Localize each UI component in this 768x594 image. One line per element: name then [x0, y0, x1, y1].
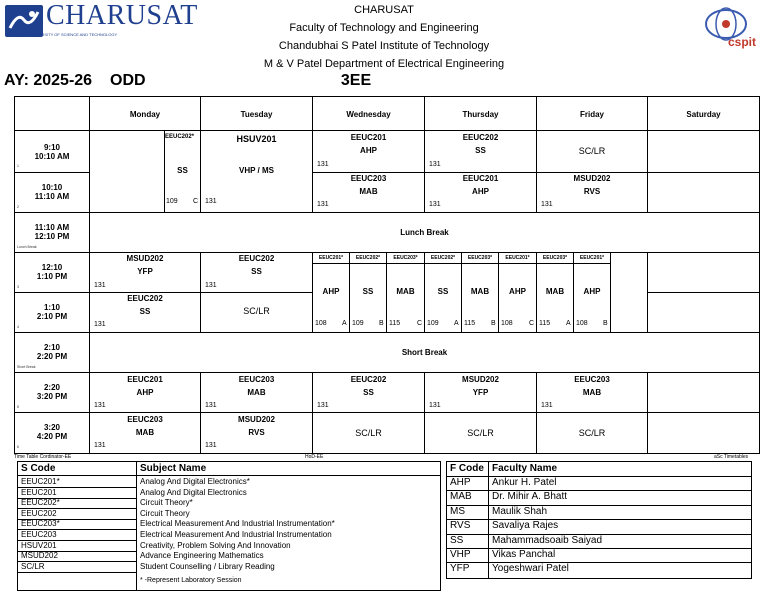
thu2-faculty: AHP — [472, 187, 489, 196]
faculty-name: Maulik Shah — [492, 505, 548, 517]
subject-code: EEUC202 — [21, 508, 57, 518]
lab-code: EEUC201* — [318, 255, 344, 261]
tue3-code: EEUC202 — [238, 254, 275, 263]
lab-faculty: MAB — [470, 287, 490, 296]
wed2-faculty: MAB — [359, 187, 378, 196]
day-header-saturday: Saturday — [686, 110, 721, 119]
tue1-faculty: VHP / MS — [239, 166, 274, 175]
fri2-faculty: RVS — [583, 187, 601, 196]
mon6-faculty: MAB — [135, 428, 155, 437]
thu1-code: EEUC202 — [462, 133, 499, 142]
faculty-name: Savaliya Rajes — [492, 520, 559, 532]
faculty-name-header: Faculty Name — [492, 463, 558, 474]
mon-lab-room: 109 — [166, 198, 178, 205]
subject-code: SC/LR — [21, 561, 45, 571]
tue6-room: 131 — [205, 442, 217, 449]
thu2-code: EEUC201 — [462, 174, 499, 183]
subject-code-header: S Code — [21, 463, 56, 474]
lab-faculty: SS — [437, 287, 449, 296]
logo-tagline: CHAROTAR UNIVERSITY OF SCIENCE AND TECHNOLOGY — [6, 32, 118, 37]
subject-name: Analog And Digital Electronics — [140, 487, 247, 497]
tue3-room: 131 — [205, 282, 217, 289]
lab-batch: C — [529, 320, 535, 327]
period-number: 6 — [17, 445, 19, 449]
tue1-room: 131 — [205, 198, 217, 205]
cspit-logo-text: cspit — [728, 35, 757, 49]
lab-faculty: MAB — [396, 287, 415, 296]
wed1-room: 131 — [317, 161, 329, 168]
lab-room: 115 — [539, 320, 551, 327]
mon4-code: EEUC202 — [127, 294, 163, 303]
wed2-code: EEUC203 — [350, 174, 387, 183]
logo-wordmark: CHARUSAT — [46, 0, 198, 31]
mon6-room: 131 — [94, 442, 106, 449]
lab-room: 108 — [501, 320, 513, 327]
mon3-room: 131 — [94, 282, 106, 289]
fri5-room: 131 — [541, 402, 553, 409]
time-slot-2: 10:10 11:10 AM — [34, 183, 70, 201]
university-name: CHARUSAT — [354, 4, 414, 16]
faculty-code: MS — [450, 505, 465, 517]
period-number: 1 — [17, 164, 19, 168]
time-slot-lunch: 11:10 AM 12:10 PM — [34, 223, 70, 241]
tue5-room: 131 — [205, 402, 217, 409]
lab-room: 115 — [389, 320, 401, 327]
faculty-name: Faculty of Technology and Engineering — [289, 22, 479, 34]
thu1-faculty: SS — [475, 146, 486, 155]
tue3-faculty: SS — [251, 267, 262, 276]
lab-faculty: AHP — [322, 287, 340, 296]
lab-faculty: MAB — [545, 287, 565, 296]
faculty-code: AHP — [450, 477, 471, 488]
lab-session-note: * -Represent Laboratory Session — [140, 577, 242, 584]
fri2-code: MSUD202 — [573, 174, 611, 183]
lab-batch: A — [566, 320, 571, 327]
day-header-friday: Friday — [579, 110, 604, 119]
footer-asc: aSc Timetables — [714, 454, 749, 460]
wed1-code: EEUC201 — [350, 133, 387, 142]
mon3-faculty: YFP — [137, 267, 153, 276]
lab-batch: C — [417, 320, 423, 327]
lab-faculty: SS — [362, 287, 374, 296]
faculty-code: MAB — [450, 491, 472, 503]
lab-room: 115 — [464, 320, 476, 327]
department-name: M & V Patel Department of Electrical Engineering — [263, 58, 505, 70]
lab-room: 108 — [576, 320, 588, 327]
lab-batch: B — [379, 320, 384, 327]
lab-code: EEUC203* — [393, 255, 418, 261]
subject-code: HSUV201 — [21, 540, 57, 550]
faculty-code: SS — [450, 534, 464, 546]
thu1-room: 131 — [429, 161, 441, 168]
fri5-code: EEUC203 — [574, 375, 610, 384]
lab-room: 108 — [315, 320, 327, 327]
period-label: Short Break — [17, 365, 36, 369]
period-number: 2 — [17, 205, 19, 209]
day-header-tuesday: Tuesday — [240, 110, 273, 119]
lunch-break-row: Lunch Break — [400, 228, 449, 237]
mon-lab-code: EEUC202* — [165, 134, 195, 140]
subject-code: MSUD202 — [21, 551, 58, 561]
time-slot-6: 3:20 4:20 PM — [36, 423, 68, 441]
lab-faculty: AHP — [509, 287, 526, 296]
mon5-room: 131 — [94, 402, 106, 409]
faculty-name: Yogeshwari Patel — [492, 563, 569, 575]
subject-name: Electrical Measurement And Industrial Instrumentation* — [140, 519, 335, 529]
faculty-code: YFP — [450, 563, 470, 575]
tue6-code: MSUD202 — [238, 415, 275, 424]
faculty-code-header: F Code — [450, 463, 484, 474]
thu5-faculty: YFP — [472, 388, 489, 397]
semester: ODD — [110, 72, 146, 89]
lab-room: 109 — [352, 320, 364, 327]
subject-code: EEUC202* — [21, 498, 60, 508]
mon4-room: 131 — [94, 321, 106, 328]
wed1-faculty: AHP — [360, 146, 377, 155]
mon5-faculty: AHP — [136, 388, 154, 397]
day-header-monday: Monday — [129, 110, 161, 119]
lab-batch: A — [454, 320, 459, 327]
mon6-code: EEUC203 — [127, 415, 163, 424]
footer-coordinator: Time Table Cordinator-EE — [14, 454, 72, 460]
subject-name: Circuit Theory* — [140, 498, 193, 508]
faculty-legend-table — [446, 461, 752, 579]
time-slot-3: 12:10 1:10 PM — [36, 263, 68, 281]
lab-batch: B — [491, 320, 496, 327]
subject-code: EEUC203 — [21, 530, 57, 539]
lab-code: EEUC202* — [355, 255, 381, 261]
faculty-name: Vikas Panchal — [492, 549, 556, 560]
faculty-code: RVS — [450, 520, 471, 532]
academic-year: AY: 2025-26 — [4, 72, 93, 89]
mon5-code: EEUC201 — [127, 375, 163, 384]
thu5-room: 131 — [429, 402, 441, 409]
class-name: 3EE — [340, 72, 372, 89]
subject-code: EEUC201* — [21, 477, 60, 486]
fri6-sclr: SC/LR — [578, 428, 606, 438]
subject-name: Circuit Theory — [140, 508, 190, 518]
tue6-faculty: RVS — [248, 428, 265, 437]
time-slot-1: 9:10 10:10 AM — [34, 143, 70, 161]
lab-code: EEUC202* — [430, 255, 456, 261]
subject-name: Student Counselling / Library Reading — [140, 561, 275, 571]
subject-name: Electrical Measurement And Industrial Instrumentation — [140, 530, 332, 539]
faculty-name: Dr. Mihir A. Bhatt — [492, 491, 568, 503]
mon-lab-batch: C — [193, 198, 199, 205]
tue1-code: HSUV201 — [236, 134, 277, 144]
wed5-code: EEUC202 — [350, 375, 387, 384]
lab-code: EEUC201* — [579, 255, 605, 261]
thu5-code: MSUD202 — [462, 375, 499, 384]
subject-code: EEUC201 — [21, 487, 57, 497]
subject-name: Analog And Digital Electronics* — [140, 477, 250, 486]
subject-name: Advance Engineering Mathematics — [140, 551, 264, 561]
thu6-sclr: SC/LR — [467, 428, 494, 438]
wed6-sclr: SC/LR — [355, 428, 382, 438]
day-header-thursday: Thursday — [462, 110, 499, 119]
faculty-name: Mahammadsoaib Saiyad — [492, 534, 603, 546]
period-label: Lunch Break — [17, 245, 37, 249]
period-number: 3 — [17, 285, 19, 289]
lab-batch: A — [342, 320, 347, 327]
fri5-faculty: MAB — [582, 388, 602, 397]
subject-row-divider — [18, 572, 136, 573]
lab-room: 109 — [427, 320, 439, 327]
institute-name: Chandubhai S Patel Institute of Technology — [278, 40, 490, 52]
tue5-code: EEUC203 — [238, 375, 275, 384]
faculty-name: Ankur H. Patel — [492, 477, 557, 488]
period-number: 5 — [17, 405, 19, 409]
period-number: 4 — [17, 325, 19, 329]
footer-hod: HoD-EE — [305, 454, 324, 460]
lab-code: EEUC203* — [467, 255, 493, 261]
time-slot-4: 1:10 2:10 PM — [36, 303, 68, 321]
short-break-row: Short Break — [401, 348, 448, 357]
tue5-faculty: MAB — [247, 388, 266, 397]
time-slot-5: 2:20 3:20 PM — [36, 383, 68, 401]
subject-code: EEUC203* — [21, 519, 60, 529]
subject-legend-table — [17, 461, 441, 591]
thu2-room: 131 — [429, 201, 441, 208]
mon-lab-faculty: SS — [177, 166, 188, 175]
lab-code: EEUC201* — [505, 255, 530, 261]
subject-name: Creativity, Problem Solving And Innovation — [140, 540, 291, 550]
tue4-sclr: SC/LR — [243, 306, 270, 316]
mon4-faculty: SS — [139, 307, 151, 316]
mon3-code: MSUD202 — [126, 254, 164, 263]
wed5-faculty: SS — [363, 388, 374, 397]
wed5-room: 131 — [317, 402, 329, 409]
fri2-room: 131 — [541, 201, 553, 208]
wed2-room: 131 — [317, 201, 329, 208]
lab-faculty: AHP — [583, 287, 601, 296]
faculty-code: VHP — [450, 549, 471, 560]
lab-code: EEUC203* — [542, 255, 568, 261]
time-slot-short-break: 2:10 2:20 PM — [36, 343, 68, 361]
lab-batch: B — [603, 320, 608, 327]
fri1-sclr: SC/LR — [578, 146, 606, 156]
day-header-wednesday: Wednesday — [346, 110, 391, 119]
subject-name-header: Subject Name — [140, 463, 207, 474]
